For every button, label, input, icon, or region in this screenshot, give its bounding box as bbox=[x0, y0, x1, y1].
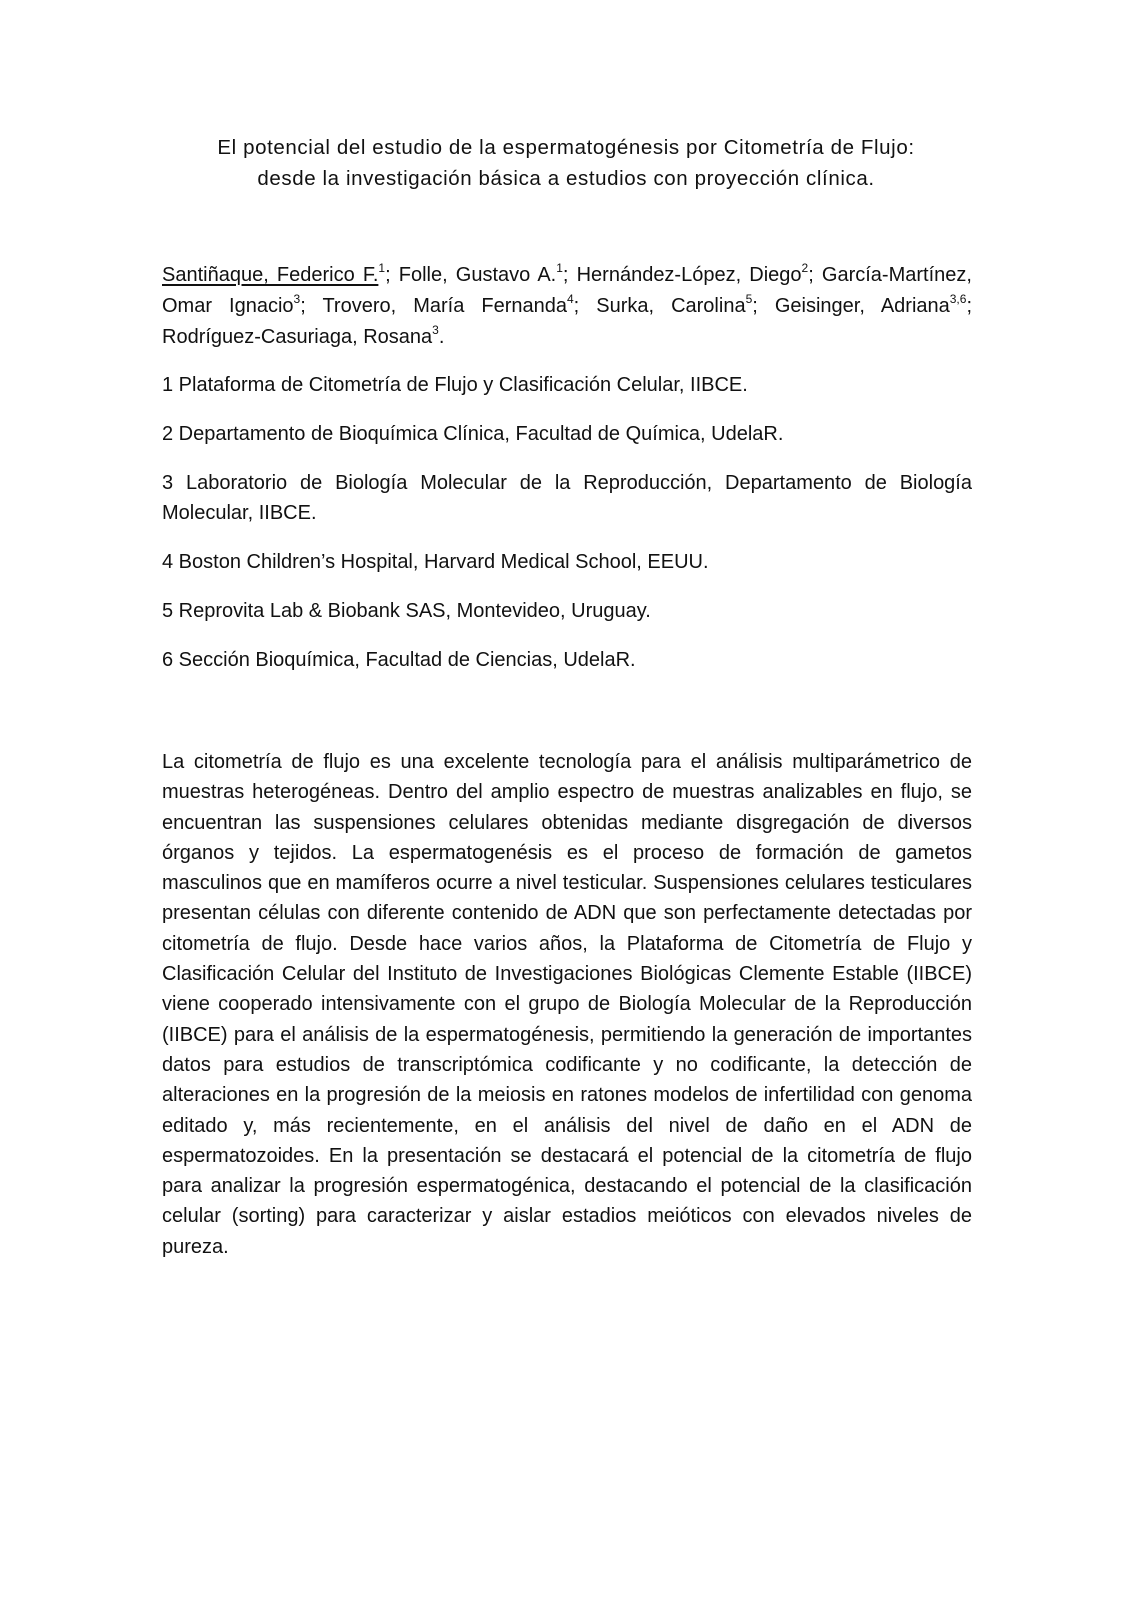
affiliation-item: 2 Departamento de Bioquímica Clínica, Facultad de Química, UdelaR. bbox=[162, 423, 784, 445]
author-affiliation-mark: 1 bbox=[378, 261, 386, 275]
author-affiliation-mark: 3,6 bbox=[949, 292, 967, 306]
affiliation-item: 6 Sección Bioquímica, Facultad de Ciencias, UdelaR. bbox=[162, 649, 636, 671]
author-separator: ; bbox=[300, 295, 323, 317]
affiliation-list bbox=[162, 370, 972, 694]
author-affiliation-mark: 3 bbox=[432, 323, 439, 337]
author-name: Hernández-López, Diego bbox=[576, 264, 802, 286]
affiliation-item: 5 Reprovita Lab & Biobank SAS, Montevideo, Uruguay. bbox=[162, 600, 651, 622]
affiliation-item: 1 Plataforma de Citometría de Flujo y Clasificación Celular, IIBCE. bbox=[162, 374, 748, 396]
title-line-2: desde la investigación básica a estudios con proyección clínica. bbox=[257, 167, 875, 190]
author-name: Folle, Gustavo A. bbox=[398, 264, 557, 286]
author-list bbox=[162, 260, 972, 353]
author-name: Surka, Carolina bbox=[596, 295, 746, 317]
author-affiliation-mark: 3 bbox=[293, 292, 301, 306]
author-affiliation-mark: 2 bbox=[801, 261, 809, 275]
author-separator: ; bbox=[385, 264, 399, 286]
author-separator: . bbox=[438, 326, 445, 348]
author-name: Trovero, María Fernanda bbox=[322, 295, 567, 317]
author-affiliation-mark: 5 bbox=[745, 292, 753, 306]
abstract-body: La citometría de flujo es una excelente tecnología para el análisis multiparámetrico de muestras heterogéneas. Dentro del amplio espectro de muestras analizables en flujo, se encuentran las suspensiones celulares obtenidas mediante disgregación de diversos órganos y tejidos. La espermatogenésis es el proceso de formación de gametos masculinos que en mamíferos ocurre a nivel testicular. Suspensiones celulares testiculares presentan células con diferente contenido de ADN que son perfectamente detectadas por citometría de flujo. Desde hace varios años, la Plataforma de Citometría de Flujo y Clasificación Celular del Instituto de Investigaciones Biológicas Clemente Estable (IIBCE) viene cooperado intensivamente con el grupo de Biología Molecular de la Reproducción (IIBCE) para el análisis de la espermatogénesis, permitiendo la generación de importantes datos para estudios de transcriptómica codificante y no codificante, la detección de alteraciones en la progresión de la meiosis en ratones modelos de infertilidad con genoma editado y, más recientemente, en el análisis del nivel de daño en el ADN de espermatozoides. En la presentación se destacará el potencial de la citometría de flujo para analizar la progresión espermatogénica, destacando el potencial de la clasificación celular (sorting) para caracterizar y aislar estadios meióticos con elevados niveles de pureza. bbox=[162, 751, 972, 1258]
paper-title bbox=[120, 132, 1012, 194]
author-separator: ; bbox=[966, 295, 972, 317]
author-name: Santiñaque, Federico F. bbox=[162, 264, 379, 286]
affiliation-item: 3 Laboratorio de Biología Molecular de la Reproducción, Departamento de Biología Molecular, IIBCE. bbox=[162, 472, 972, 524]
title-line-1: El potencial del estudio de la espermatogénesis por Citometría de Flujo: bbox=[217, 136, 915, 159]
author-affiliation-mark: 1 bbox=[556, 261, 563, 275]
author-separator: ; bbox=[752, 295, 775, 317]
affiliation-item: 4 Boston Children’s Hospital, Harvard Medical School, EEUU. bbox=[162, 551, 709, 573]
author-affiliation-mark: 4 bbox=[566, 292, 574, 306]
author-name: García-Martínez, Omar Ignacio bbox=[162, 264, 972, 317]
author-separator: ; bbox=[562, 264, 577, 286]
author-separator: ; bbox=[573, 295, 597, 317]
author-name: Geisinger, Adriana bbox=[774, 295, 950, 317]
author-separator: ; bbox=[808, 264, 822, 286]
author-name: Rodríguez-Casuriaga, Rosana bbox=[162, 326, 433, 348]
